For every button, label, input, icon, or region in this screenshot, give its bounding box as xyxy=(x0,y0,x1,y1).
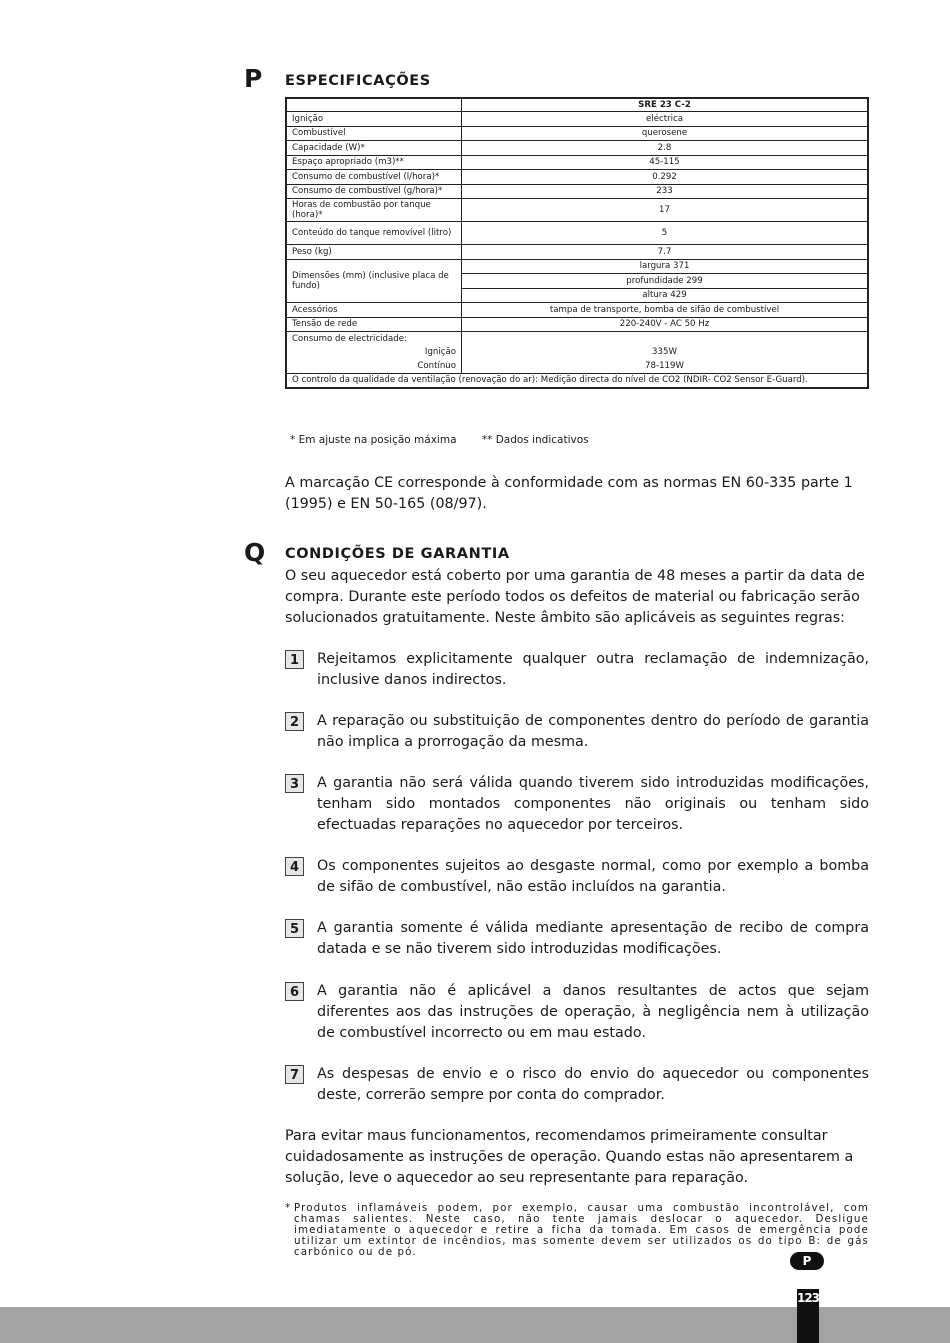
rule-number: 2 xyxy=(285,712,304,731)
rule-text: Rejeitamos explicitamente qualquer outra reclamação de indemnização, inclusive danos indirectos. xyxy=(317,651,869,688)
warranty-intro: O seu aquecedor está coberto por uma garantia de 48 meses a partir da data de compra. Durante este período todos os defeitos de material ou fabricação serão solucionados gratuitamente. Neste âmbito são aplicáveis as seguintes regras: xyxy=(285,568,865,626)
row-value: 2.8 xyxy=(462,141,869,156)
table-row xyxy=(286,373,868,388)
list-item xyxy=(285,1064,869,1106)
row-value: 45-115 xyxy=(462,155,869,170)
table-row xyxy=(286,317,868,332)
table-row xyxy=(286,259,868,274)
table-row xyxy=(286,359,868,373)
table-row xyxy=(286,303,868,318)
language-badge: P xyxy=(790,1252,824,1270)
rule-number: 6 xyxy=(285,982,304,1001)
page-number: 123 xyxy=(796,1291,820,1305)
electricity-ignition-label: Ignição xyxy=(286,346,462,360)
section-letter-p: P xyxy=(244,64,263,93)
row-value: tampa de transporte, bomba de sifão de combustível xyxy=(462,303,869,318)
table-row xyxy=(286,222,868,245)
rule-text: As despesas de envio e o risco do envio do aquecedor ou componentes deste, correrão sempre por conta do comprador. xyxy=(317,1066,869,1103)
electricity-empty-cell xyxy=(462,332,869,346)
table-row xyxy=(286,199,868,222)
ventilation-footer: O controlo da qualidade da ventilação (renovação do ar): Medição directa do nível de CO2 (NDIR- CO2 Sensor E-Guard). xyxy=(286,373,868,388)
table-row xyxy=(286,346,868,360)
rule-text: A garantia somente é válida mediante apresentação de recibo de compra datada e se não tiverem sido introduzidas modificações. xyxy=(317,920,869,957)
rule-number: 3 xyxy=(285,774,304,793)
row-label: Ignição xyxy=(286,112,462,127)
header-empty-cell xyxy=(286,98,462,112)
row-value: querosene xyxy=(462,126,869,141)
model-header: SRE 23 C-2 xyxy=(462,98,869,112)
rule-text: A garantia não será válida quando tiverem sido introduzidas modificações, tenham sido montados componentes não originais ou tenham sido efectuadas reparações no aquecedor por terceiros. xyxy=(317,775,869,833)
row-label: Horas de combustão por tanque (hora)* xyxy=(286,199,462,222)
table-row xyxy=(286,332,868,346)
page-number-tab xyxy=(797,1289,819,1343)
row-value: 7.7 xyxy=(462,245,869,260)
specifications-table xyxy=(285,97,869,389)
rule-number: 5 xyxy=(285,919,304,938)
row-label: Conteúdo do tanque removível (litro) xyxy=(286,222,462,245)
section-title-warranty: CONDIÇÕES DE GARANTIA xyxy=(285,546,510,562)
list-item xyxy=(285,711,869,753)
list-item xyxy=(285,981,869,1044)
row-value: eléctrica xyxy=(462,112,869,127)
electricity-continuous-value: 78-119W xyxy=(462,359,869,373)
table-notes xyxy=(290,434,611,446)
row-label: Combustível xyxy=(286,126,462,141)
list-item xyxy=(285,649,869,691)
footnote-marker: * xyxy=(285,1202,292,1214)
row-value: 17 xyxy=(462,199,869,222)
ce-conformity-text: A marcação CE corresponde à conformidade com as normas EN 60-335 parte 1 (1995) e EN 50-165 (08/97). xyxy=(285,475,853,512)
list-item xyxy=(285,856,869,898)
table-row xyxy=(286,155,868,170)
rule-number: 7 xyxy=(285,1065,304,1084)
row-value: 233 xyxy=(462,184,869,199)
dimension-height: altura 429 xyxy=(462,288,869,303)
rule-text: Os componentes sujeitos ao desgaste normal, como por exemplo a bomba de sifão de combustível, não estão incluídos na garantia. xyxy=(317,858,869,895)
closing-paragraph: Para evitar maus funcionamentos, recomendamos primeiramente consultar cuidadosamente as instruções de operação. Quando estas não apresentarem a solução, leve o aquecedor ao seu representante para reparação. xyxy=(285,1128,854,1186)
row-label: Peso (kg) xyxy=(286,245,462,260)
list-item xyxy=(285,773,869,836)
row-label: Consumo de combustível (g/hora)* xyxy=(286,184,462,199)
table-row xyxy=(286,184,868,199)
table-row xyxy=(286,112,868,127)
electricity-label: Consumo de electricidade: xyxy=(286,332,462,346)
section-title-specifications: ESPECIFICAÇÕES xyxy=(285,73,431,89)
note-max-position: * Em ajuste na posição máxima xyxy=(290,434,457,446)
row-value: 0.292 xyxy=(462,170,869,185)
footnote-text: Produtos inflamáveis podem, por exemplo, causar uma combustão incontrolável, com chamas salientes. Neste caso, não tente jamais deslocar o aquecedor. Desligue imediatamente o aquecedor e retire a ficha da tomada. Em casos de emergência pode utilizar um extintor de incêndios, mas somente devem ser utilizados os do tipo B: de gás carbónico ou de pó. xyxy=(294,1202,869,1258)
row-label: Tensão de rede xyxy=(286,317,462,332)
row-label: Consumo de combustível (l/hora)* xyxy=(286,170,462,185)
rule-number: 1 xyxy=(285,650,304,669)
table-header-row xyxy=(286,98,868,112)
section-letter-q: Q xyxy=(244,538,266,567)
table-row xyxy=(286,126,868,141)
electricity-continuous-label: Contínuo xyxy=(286,359,462,373)
list-item xyxy=(285,918,869,960)
dimension-depth: profundidade 299 xyxy=(462,274,869,289)
row-value: 5 xyxy=(462,222,869,245)
rule-text: A reparação ou substituição de componentes dentro do período de garantia não implica a prorrogação da mesma. xyxy=(317,713,869,750)
table-row xyxy=(286,245,868,260)
table-row xyxy=(286,170,868,185)
rule-text: A garantia não é aplicável a danos resultantes de actos que sejam diferentes aos das instruções de operação, à negligência nem à utilização de combustível incorrecto ou em mau estado. xyxy=(317,983,869,1041)
dimension-width: largura 371 xyxy=(462,259,869,274)
electricity-ignition-value: 335W xyxy=(462,346,869,360)
footnote xyxy=(285,1203,869,1258)
table-row xyxy=(286,141,868,156)
dimensions-label: Dimensões (mm) (inclusive placa de fundo) xyxy=(286,259,462,303)
row-value: 220-240V - AC 50 Hz xyxy=(462,317,869,332)
row-label: Espaço apropriado (m3)** xyxy=(286,155,462,170)
note-indicative: ** Dados indicativos xyxy=(481,434,589,446)
row-label: Capacidade (W)* xyxy=(286,141,462,156)
row-label: Acessórios xyxy=(286,303,462,318)
rule-number: 4 xyxy=(285,857,304,876)
